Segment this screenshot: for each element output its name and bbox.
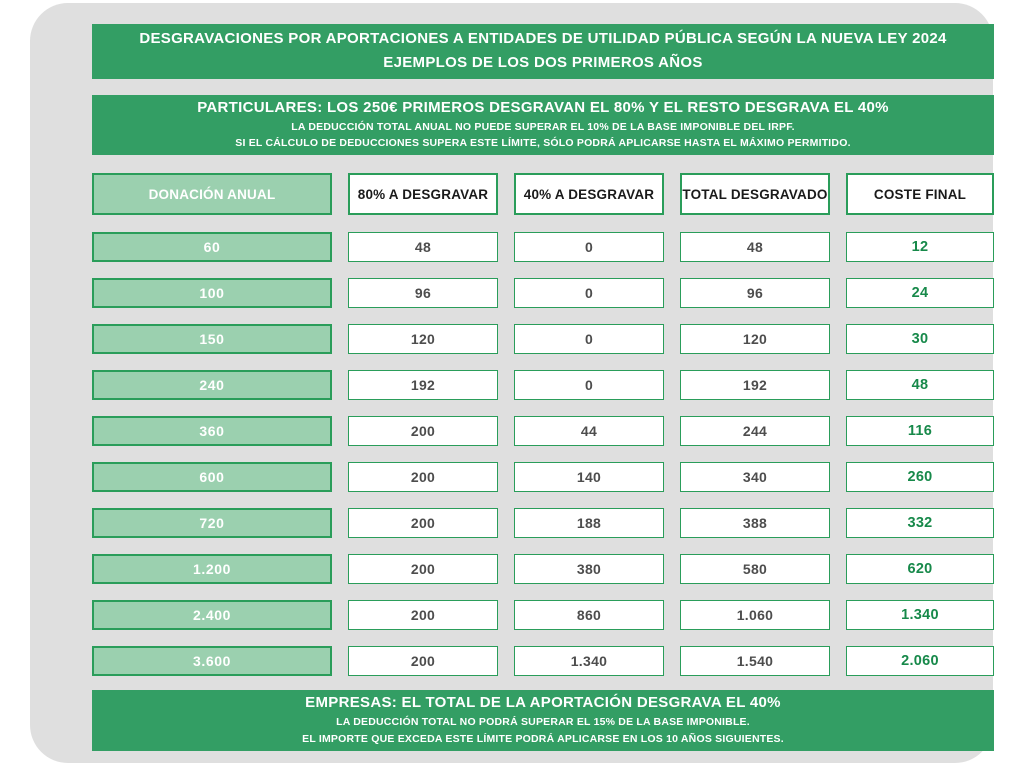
data-cell: 48 (680, 232, 830, 262)
donation-amount-cell: 2.400 (92, 600, 332, 630)
header-cell-40-a-desgravar: 40% A DESGRAVAR (514, 173, 664, 215)
final-cost-cell: 620 (846, 554, 994, 584)
data-cell: 0 (514, 232, 664, 262)
empresas-note-2: EL IMPORTE QUE EXCEDA ESTE LÍMITE PODRÁ APLICARSE EN LOS 10 AÑOS SIGUIENTES. (302, 732, 784, 745)
final-cost-cell: 1.340 (846, 600, 994, 630)
particulares-heading: PARTICULARES: LOS 250€ PRIMEROS DESGRAVAN EL 80% Y EL RESTO DESGRAVA EL 40% (197, 98, 889, 116)
data-cell: 1.340 (514, 646, 664, 676)
data-cell: 200 (348, 508, 498, 538)
data-cell: 340 (680, 462, 830, 492)
data-cell: 200 (348, 600, 498, 630)
data-cell: 200 (348, 416, 498, 446)
data-cell: 188 (514, 508, 664, 538)
final-cost-cell: 12 (846, 232, 994, 262)
particulares-note-1: LA DEDUCCIÓN TOTAL ANUAL NO PUEDE SUPERAR EL 10% DE LA BASE IMPONIBLE DEL IRPF. (291, 120, 795, 133)
particulares-note-2: SI EL CÁLCULO DE DEDUCCIONES SUPERA ESTE LÍMITE, SÓLO PODRÁ APLICARSE HASTA EL MÁXIMO PERMITIDO. (235, 137, 851, 150)
particulares-rules-banner (92, 95, 994, 155)
header-cell-coste-final: COSTE FINAL (846, 173, 994, 215)
data-cell: 120 (348, 324, 498, 354)
data-cell: 96 (348, 278, 498, 308)
donation-amount-cell: 3.600 (92, 646, 332, 676)
final-cost-cell: 332 (846, 508, 994, 538)
background-card (30, 3, 993, 763)
final-cost-cell: 116 (846, 416, 994, 446)
data-cell: 44 (514, 416, 664, 446)
donation-amount-cell: 60 (92, 232, 332, 262)
data-cell: 200 (348, 462, 498, 492)
data-cell: 192 (680, 370, 830, 400)
data-cell: 580 (680, 554, 830, 584)
final-cost-cell: 2.060 (846, 646, 994, 676)
data-cell: 0 (514, 278, 664, 308)
donation-amount-cell: 1.200 (92, 554, 332, 584)
empresas-banner (92, 690, 994, 751)
donation-amount-cell: 150 (92, 324, 332, 354)
donation-amount-cell: 600 (92, 462, 332, 492)
donation-amount-cell: 240 (92, 370, 332, 400)
final-cost-cell: 24 (846, 278, 994, 308)
final-cost-cell: 48 (846, 370, 994, 400)
donation-amount-cell: 100 (92, 278, 332, 308)
page-title-line1: DESGRAVACIONES POR APORTACIONES A ENTIDADES DE UTILIDAD PÚBLICA SEGÚN LA NUEVA LEY 2024 (139, 30, 947, 48)
final-cost-cell: 260 (846, 462, 994, 492)
page-title-line2: EJEMPLOS DE LOS DOS PRIMEROS AÑOS (383, 54, 703, 71)
header-cell-donacion-anual: DONACIÓN ANUAL (92, 173, 332, 215)
table-header-row (92, 173, 994, 215)
data-cell: 860 (514, 600, 664, 630)
header-cell-80-a-desgravar: 80% A DESGRAVAR (348, 173, 498, 215)
donation-amount-cell: 360 (92, 416, 332, 446)
data-cell: 244 (680, 416, 830, 446)
data-cell: 140 (514, 462, 664, 492)
data-cell: 0 (514, 324, 664, 354)
donation-amount-cell: 720 (92, 508, 332, 538)
data-cell: 380 (514, 554, 664, 584)
empresas-heading: EMPRESAS: EL TOTAL DE LA APORTACIÓN DESGRAVA EL 40% (305, 694, 781, 712)
data-cell: 1.540 (680, 646, 830, 676)
data-cell: 1.060 (680, 600, 830, 630)
data-cell: 200 (348, 646, 498, 676)
final-cost-cell: 30 (846, 324, 994, 354)
empresas-note-1: LA DEDUCCIÓN TOTAL NO PODRÁ SUPERAR EL 15% DE LA BASE IMPONIBLE. (336, 716, 750, 729)
title-banner (92, 24, 994, 79)
data-cell: 96 (680, 278, 830, 308)
header-cell-total-desgravado: TOTAL DESGRAVADO (680, 173, 830, 215)
data-cell: 192 (348, 370, 498, 400)
data-cell: 200 (348, 554, 498, 584)
table-body (92, 232, 994, 676)
data-cell: 0 (514, 370, 664, 400)
data-cell: 388 (680, 508, 830, 538)
data-cell: 120 (680, 324, 830, 354)
data-cell: 48 (348, 232, 498, 262)
